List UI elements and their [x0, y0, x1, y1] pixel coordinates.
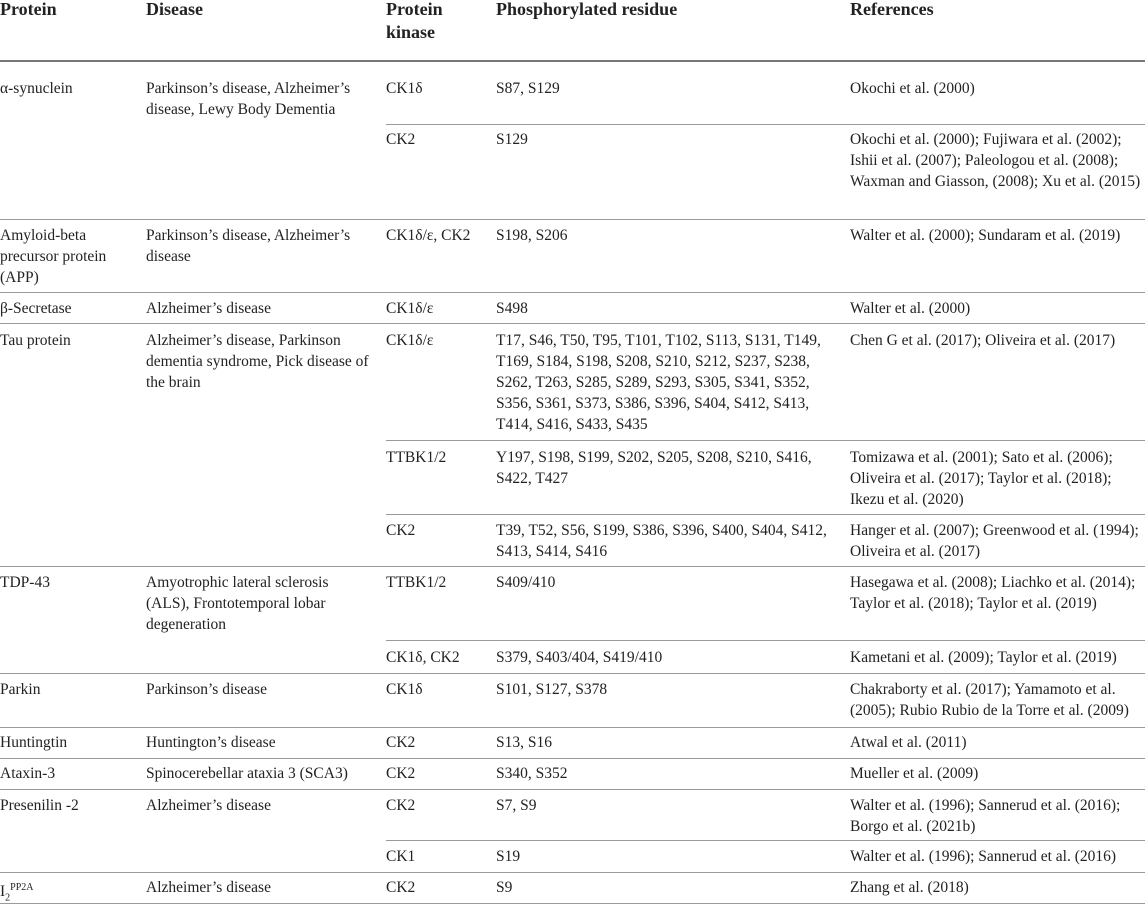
cell-disease: Alzheimer’s disease, Parkinson dementia syndrome, Pick disease of the brain: [146, 332, 369, 391]
row-divider: [386, 440, 1145, 441]
cell-references: Mueller et al. (2009): [850, 765, 979, 782]
cell-references: Okochi et al. (2000): [850, 80, 975, 97]
header-kinase: [386, 0, 486, 44]
cell-references: Okochi et al. (2000); Fujiwara et al. (2002); Ishii et al. (2007); Paleologou et al. (2008); Waxman and Giasson, (2008); Xu et al. (2015): [850, 131, 1141, 190]
row-divider: [386, 640, 1145, 641]
header-disease: Disease: [146, 0, 203, 19]
row-divider: [0, 758, 1145, 759]
row-divider: [386, 514, 1145, 515]
cell-kinase: CK1δ, CK2: [386, 649, 460, 666]
cell-kinase: CK1δ/ε, CK2: [386, 227, 471, 244]
cell-residue: S340, S352: [496, 765, 568, 782]
cell-disease: Parkinson’s disease, Alzheimer’s disease: [146, 227, 351, 265]
cell-disease: Amyotrophic lateral sclerosis (ALS), Frontotemporal lobar degeneration: [146, 574, 329, 633]
cell-residue: S101, S127, S378: [496, 681, 608, 698]
cell-kinase: CK1δ: [386, 80, 423, 97]
cell-residue: S409/410: [496, 574, 556, 591]
cell-kinase: CK2: [386, 765, 416, 782]
cell-references: Chakraborty et al. (2017); Yamamoto et al. (2005); Rubio Rubio de la Torre et al. (2009): [850, 681, 1129, 719]
cell-protein: Huntingtin: [0, 734, 68, 751]
cell-kinase: CK1δ/ε: [386, 300, 434, 317]
row-divider: [0, 323, 1145, 324]
protein-subscript: 2: [5, 892, 11, 904]
cell-residue: S498: [496, 300, 528, 317]
cell-disease: Alzheimer’s disease: [146, 797, 271, 814]
cell-kinase: CK2: [386, 522, 416, 539]
cell-residue: S198, S206: [496, 227, 568, 244]
cell-references: Atwal et al. (2011): [850, 734, 967, 751]
cell-references: Hanger et al. (2007); Greenwood et al. (1994); Oliveira et al. (2017): [850, 522, 1139, 560]
cell-kinase: CK2: [386, 879, 416, 896]
cell-disease: Huntington’s disease: [146, 734, 276, 751]
header-kinase-line2: kinase: [386, 22, 436, 42]
cell-residue: S379, S403/404, S419/410: [496, 649, 663, 666]
header-kinase-line1: Protein: [386, 0, 443, 19]
cell-disease: Spinocerebellar ataxia 3 (SCA3): [146, 765, 348, 782]
cell-disease: Alzheimer’s disease: [146, 300, 271, 317]
cell-references: Kametani et al. (2009); Taylor et al. (2019): [850, 649, 1117, 666]
cell-residue: T39, T52, S56, S199, S386, S396, S400, S404, S412, S413, S414, S416: [496, 522, 827, 560]
cell-references: Chen G et al. (2017); Oliveira et al. (2017): [850, 332, 1116, 349]
row-divider: [0, 566, 1145, 567]
cell-protein: Ataxin-3: [0, 765, 56, 782]
cell-kinase: CK1δ: [386, 681, 423, 698]
cell-protein: Amyloid-beta precursor protein (APP): [0, 227, 107, 286]
row-divider: [386, 124, 1145, 125]
cell-disease: Parkinson’s disease: [146, 681, 267, 698]
header-protein: Protein: [0, 0, 57, 19]
cell-references: Walter et al. (2000): [850, 300, 971, 317]
cell-protein: Tau protein: [0, 332, 71, 349]
cell-protein: β-Secretase: [0, 300, 72, 317]
cell-kinase: TTBK1/2: [386, 574, 447, 591]
header-references: References: [850, 0, 934, 19]
cell-protein: Parkin: [0, 681, 41, 698]
row-divider: [0, 219, 1145, 220]
row-divider: [0, 872, 1145, 873]
cell-residue: T17, S46, T50, T95, T101, T102, S113, S131, T149, T169, S184, S198, S208, S210, S212, S237, S238, S262, T263, S285, S289, S293, S305, S341, S352, S356, S361, S373, S386, S396, S404, S412, S413, T414, S416, S433, S435: [496, 332, 821, 433]
cell-residue: S129: [496, 131, 528, 148]
header-residue: Phosphorylated residue: [496, 0, 678, 19]
cell-kinase: CK1δ/ε: [386, 332, 434, 349]
row-divider: [0, 292, 1145, 293]
cell-references: Zhang et al. (2018): [850, 879, 969, 896]
row-divider: [0, 727, 1145, 728]
cell-kinase: CK1: [386, 848, 416, 865]
cell-references: Tomizawa et al. (2001); Sato et al. (2006); Oliveira et al. (2017); Taylor et al. (2018); Ikezu et al. (2020): [850, 449, 1113, 508]
cell-references: Walter et al. (2000); Sundaram et al. (2019): [850, 227, 1121, 244]
cell-protein: TDP-43: [0, 574, 50, 591]
cell-kinase: TTBK1/2: [386, 449, 447, 466]
protein-superscript: PP2A: [10, 882, 34, 893]
cell-kinase: CK2: [386, 131, 416, 148]
cell-references: Walter et al. (1996); Sannerud et al. (2016): [850, 848, 1117, 865]
header-divider: [0, 60, 1145, 62]
row-divider: [0, 673, 1145, 674]
cell-residue: S7, S9: [496, 797, 537, 814]
row-divider: [0, 789, 1145, 790]
row-divider: [386, 840, 1145, 841]
cell-protein: α-synuclein: [0, 80, 73, 97]
cell-residue: S87, S129: [496, 80, 560, 97]
cell-references: Hasegawa et al. (2008); Liachko et al. (2014); Taylor et al. (2018); Taylor et al. (2019): [850, 574, 1136, 612]
cell-kinase: CK2: [386, 797, 416, 814]
table-bottom-border: [0, 903, 1145, 904]
cell-kinase: CK2: [386, 734, 416, 751]
cell-protein: Presenilin -2: [0, 797, 79, 814]
cell-disease: Parkinson’s disease, Alzheimer’s disease, Lewy Body Dementia: [146, 80, 351, 118]
cell-residue: S13, S16: [496, 734, 552, 751]
cell-residue: Y197, S198, S199, S202, S205, S208, S210, S416, S422, T427: [496, 449, 812, 487]
cell-disease: Alzheimer’s disease: [146, 879, 271, 896]
cell-references: Walter et al. (1996); Sannerud et al. (2016); Borgo et al. (2021b): [850, 797, 1121, 835]
cell-residue: S9: [496, 879, 513, 896]
protein-base: I: [0, 883, 6, 901]
cell-residue: S19: [496, 848, 521, 865]
